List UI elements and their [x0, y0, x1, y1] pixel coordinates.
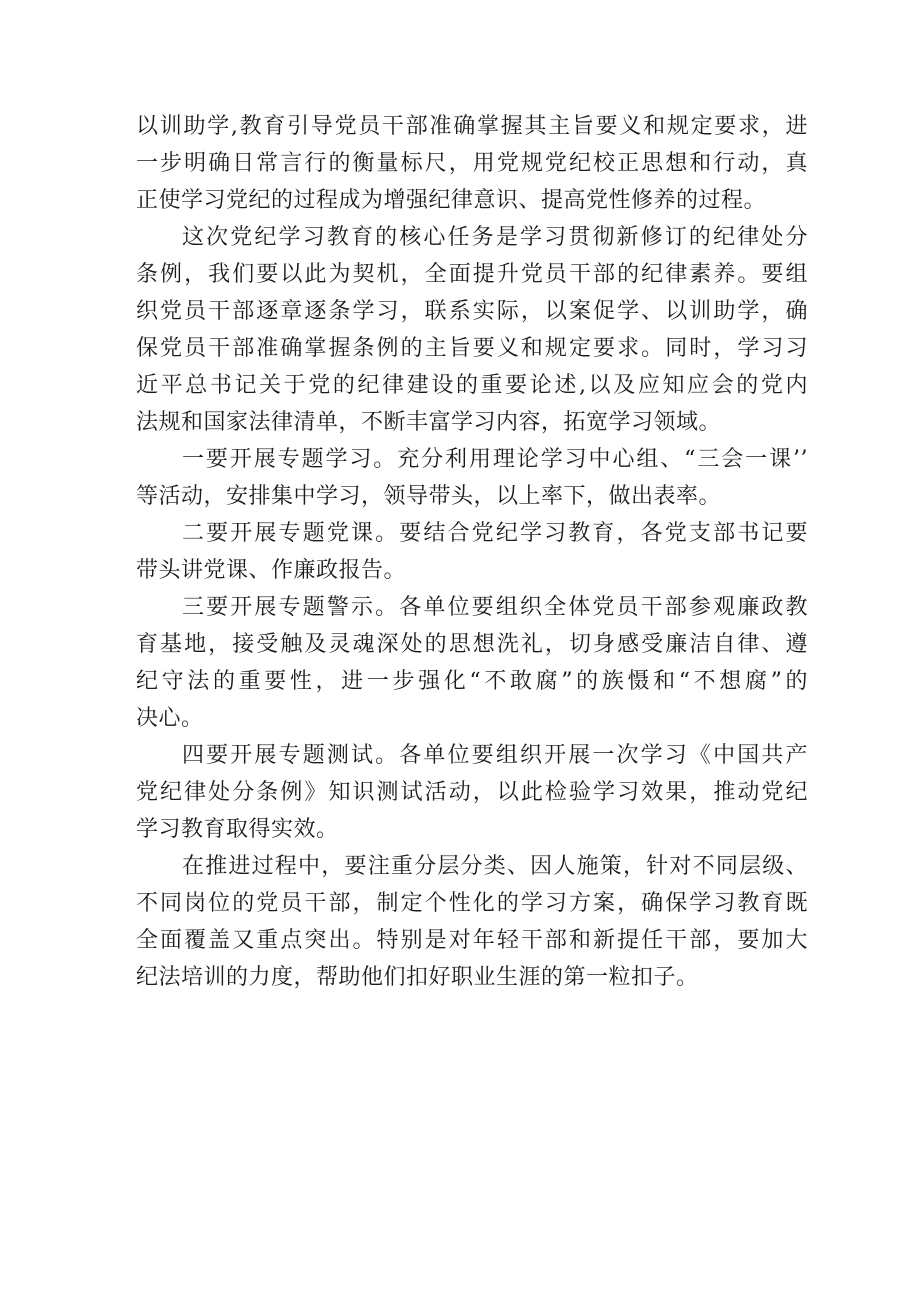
paragraph-1 — [136, 108, 808, 219]
text-line: 织党员干部逐章逐条学习，联系实际，以案促学、以训助学，确 — [136, 299, 808, 324]
text-line: 正使学习党纪的过程成为增强纪律意识、提高党性修养的过程。 — [136, 188, 767, 213]
text-line: 在推进过程中，要注重分层分类、因人施策，针对不同层级、 — [182, 854, 808, 879]
text-line: 纪守法的重要性，进一步强化“不敢腐”的族慑和“不想腐”的 — [136, 669, 808, 694]
paragraph-7 — [136, 848, 808, 996]
text-line: 条例，我们要以此为契机，全面提升党员干部的纪律素养。要组 — [136, 262, 808, 287]
paragraph-2 — [136, 219, 808, 441]
text-line: 以训助学,教育引导党员干部准确掌握其主旨要义和规定要求，进 — [136, 114, 808, 139]
text-line: 法规和国家法律清单，不断丰富学习内容，拓宽学习领域。 — [136, 410, 722, 435]
text-line: 保党员干部准确掌握条例的主旨要义和规定要求。同时，学习习 — [136, 336, 808, 361]
text-line: 二要开展专题党课。要结合党纪学习教育，各党支部书记要 — [182, 521, 808, 546]
text-line: 四要开展专题测试。各单位要组织开展一次学习《中国共产 — [182, 743, 808, 768]
text-line: 一步明确日常言行的衡量标尺，用党规党纪校正思想和行动，真 — [136, 151, 808, 176]
text-line: 党纪律处分条例》知识测试活动，以此检验学习效果，推动党纪 — [136, 780, 808, 805]
document-body — [136, 108, 808, 996]
paragraph-4 — [136, 515, 808, 589]
text-line: 全面覆盖又重点突出。特别是对年轻干部和新提任干部，要加大 — [136, 928, 808, 953]
text-line: 一要开展专题学习。充分利用理论学习中心组、“三会一课’’ — [182, 447, 808, 472]
text-line: 学习教育取得实效。 — [136, 817, 339, 842]
paragraph-3 — [136, 441, 808, 515]
text-line: 等活动，安排集中学习，领导带头，以上率下，做出表率。 — [136, 484, 722, 509]
paragraph-6 — [136, 737, 808, 848]
text-line: 决心。 — [136, 706, 204, 731]
text-line: 三要开展专题警示。各单位要组织全体党员干部参观廉政教 — [182, 595, 808, 620]
text-line: 纪法培训的力度，帮助他们扣好职业生涯的第一粒扣子。 — [136, 965, 699, 990]
text-line: 育基地，接受触及灵魂深处的思想洗礼，切身感受廉洁自律、遵 — [136, 632, 808, 657]
text-line: 这次党纪学习教育的核心任务是学习贯彻新修订的纪律处分 — [182, 225, 808, 250]
text-line: 不同岗位的党员干部，制定个性化的学习方案，确保学习教育既 — [136, 891, 808, 916]
text-line: 近平总书记关于党的纪律建设的重要论述,以及应知应会的党内 — [136, 373, 808, 398]
paragraph-5 — [136, 589, 808, 737]
text-line: 带头讲党课、作廉政报告。 — [136, 558, 407, 583]
